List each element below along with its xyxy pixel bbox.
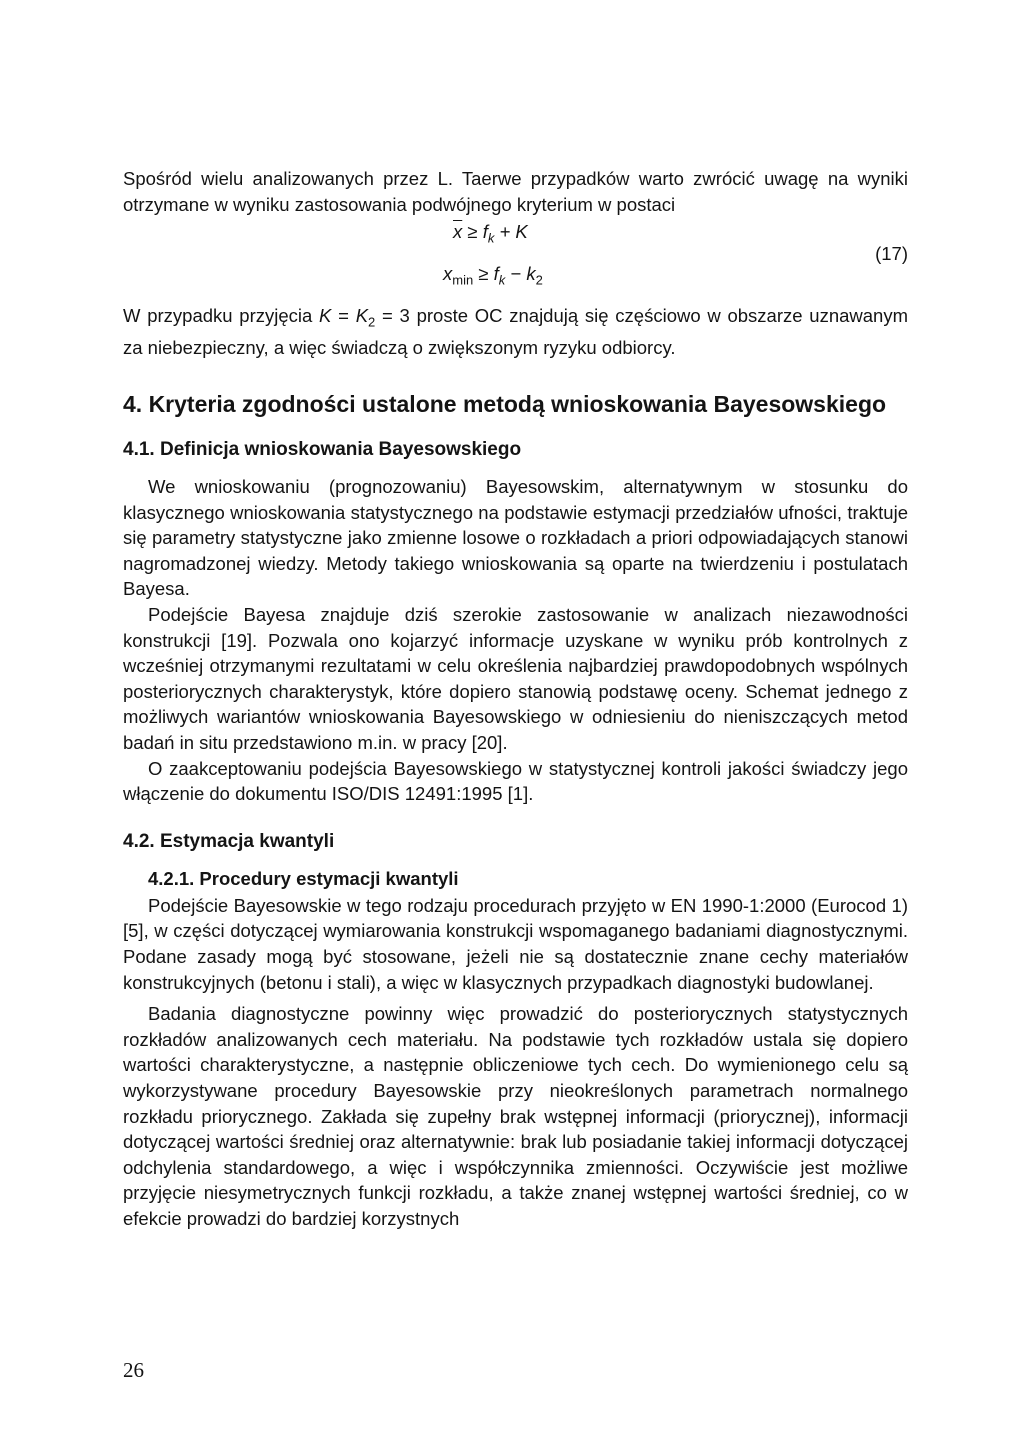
- after-formula-eq1: =: [331, 305, 356, 327]
- formula-minus-2: − k: [505, 263, 536, 285]
- section-4-1-paragraph-2: Podejście Bayesa znajduje dziś szerokie zastosowanie w analizach niezawodności konstrukcji [19]. Pozwala ono kojarzyć informacje uzyskane w wyniku prób kontrolnych z wcześniej otrzymanymi rezultatami w celu określenia najbardziej prawdopodobnych wspólnych posteriorycznych charakterystyk, które dopiero stanowią podstawę oceny. Schemat jednego z możliwych wariantów wnioskowania Bayesowskiego w odniesieniu do nieniszczących metod badań in situ przedstawiono m.in. w pracy [20].: [123, 604, 908, 753]
- formula-rel-1: ≥: [462, 221, 483, 243]
- section-4-2-1-paragraph-1: Podejście Bayesowskie w tego rodzaju procedurach przyjęto w EN 1990-1:2000 (Eurocod 1) [5], w części dotyczącej wymiarowania konstrukcji wspomaganego badaniami diagnostycznymi. Podane zasady mogą być stosowane, jeżeli nie są dostatecznie znane cechy materiałów konstrukcyjnych (betonu i stali), a więc w klasycznych przypadkach diagnostyki budowlanej.: [123, 894, 908, 993]
- section-4-2-heading: 4.2. Estymacja kwantyli: [123, 830, 335, 852]
- section-4-1-paragraph-3: O zaakceptowaniu podejścia Bayesowskiego w statystycznej kontroli jakości świadczy jego włączenie do dokumentu ISO/DIS 12491:1995 [1].: [123, 757, 908, 805]
- section-4-1-heading: 4.1. Definicja wnioskowania Bayesowskiego: [123, 439, 522, 461]
- formula-xbar: $\overline{x}$: [453, 221, 463, 243]
- section-4-1-paragraph-1: We wnioskowaniu (prognozowaniu) Bayesowskim, alternatywnym w stosunku do klasycznego wnioskowania statystycznego na podstawie estymacji przedziałów ufności, traktuje się parametry statystyczne jako zmienne losowe o rozkładach a priori odpowiadających stanowi nagromadzonej wiedzy. Metody takiego wnioskowania są oparte na twierdzeniu i postulatach Bayesa.: [123, 476, 908, 600]
- after-formula-k2: K: [355, 305, 369, 327]
- formula-line-2: [443, 263, 543, 288]
- intro-paragraph: Spośród wielu analizowanych przez L. Taerwe przypadków warto zwrócić uwagę na wyniki otrzymane w wyniku zastosowania podwójnego kryterium w postaci: [123, 168, 908, 215]
- formula-line-1: [453, 221, 528, 246]
- page-number: 26: [123, 1358, 144, 1382]
- formula-ksub-2: 2: [535, 272, 543, 288]
- after-formula-k: K: [319, 305, 332, 327]
- after-formula-pre: W przypadku przyjęcia: [123, 305, 320, 327]
- after-formula-rest: = 3 proste OC znajdują się częściowo w obszarze uznawanym za niebezpieczny, a więc świadczą o zwiększonym ryzyku odbiorcy.: [123, 305, 908, 359]
- formula-x-2: x: [443, 263, 453, 285]
- formula-rel-2: ≥: [473, 263, 494, 285]
- formula-fsub-1: k: [487, 230, 495, 246]
- formula-fsub-2: k: [498, 272, 506, 288]
- formula-rest-1: + K: [494, 221, 528, 243]
- section-4-2-1-heading: 4.2.1. Procedury estymacji kwantyli: [148, 867, 459, 889]
- formula-f-2: f: [493, 263, 499, 285]
- formula-f-1: f: [482, 221, 488, 243]
- equation-number: (17): [875, 243, 908, 265]
- section-4-heading: 4. Kryteria zgodności ustalone metodą wnioskowania Bayesowskiego: [123, 391, 887, 418]
- section-4-2-1-paragraph-2: Badania diagnostyczne powinny więc prowadzić do posteriorycznych statystycznych rozkładów analizowanych cech materiału. Na podstawie tych rozkładów ustala się dopiero wartości charakterystyczne, a następnie obliczeniowe tych cech. Do wymienionego celu są wykorzystywane procedury Bayesowskie przy nieokreślonych parametrach normalnego rozkładu priorycznego. Zakłada się zupełny brak wstępnej informacji (priorycznej), informacji dotyczącej wartości średniej oraz alternatywnie: brak lub posiadanie takiej informacji dotyczącej odchylenia standardowego, a więc i współczynnika zmienności. Oczywiście jest możliwe przyjęcie niesymetrycznych funkcji rozkładu, a także znanej wstępnej wartości średniej, co w efekcie prowadzi do bardziej korzystnych: [123, 1003, 908, 1229]
- formula-17: [123, 221, 908, 299]
- page-content: [123, 166, 908, 1232]
- after-formula-paragraph: [123, 303, 908, 361]
- after-formula-k2sub: 2: [368, 314, 376, 330]
- formula-xsub-2: min: [452, 272, 474, 288]
